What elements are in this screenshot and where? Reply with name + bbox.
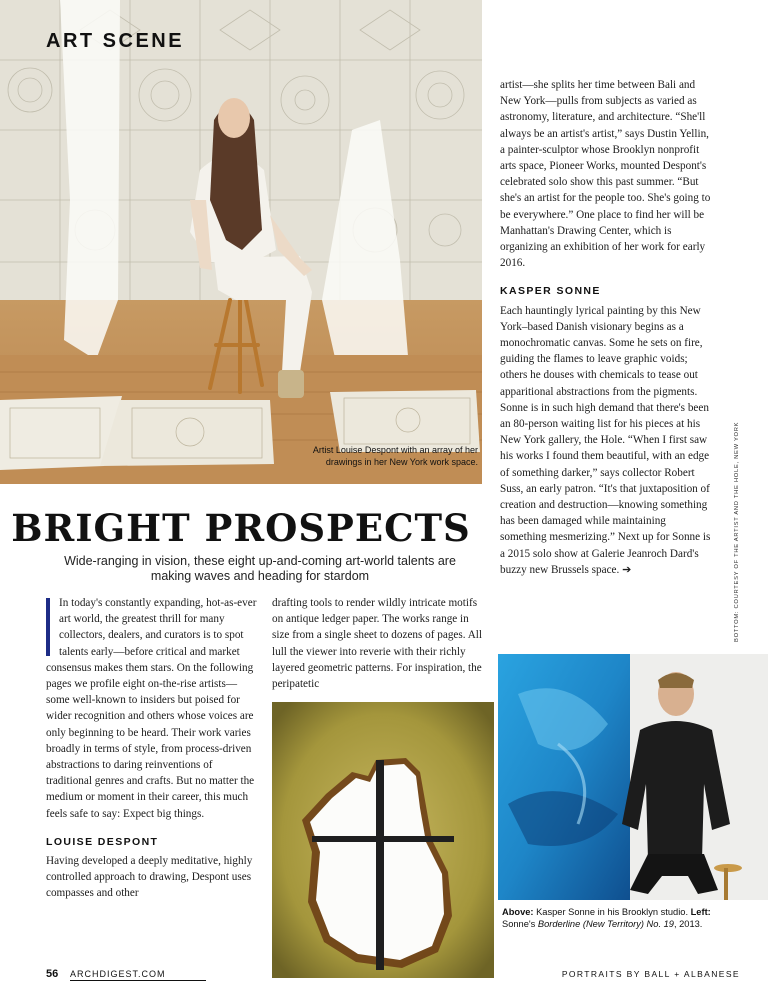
site-link[interactable]: ARCHDIGEST.COM — [70, 969, 206, 981]
subhead-kasper-sonne: KASPER SONNE — [500, 285, 601, 298]
borderline-artwork-image — [272, 702, 494, 978]
hero-photo-caption: Artist Louise Despont with an array of her drawings in her New York work space. — [312, 445, 478, 467]
hero-photo — [0, 0, 482, 484]
section-label: ART SCENE — [46, 30, 185, 52]
body-column-3 — [500, 77, 714, 578]
dek: Wide-ranging in vision, these eight up-and-coming art-world talents are making waves and heading for stardom — [64, 554, 456, 583]
subhead-louise-despont: LOUISE DESPONT — [46, 835, 159, 848]
portrait-credit: PORTRAITS BY BALL + ALBANESE — [561, 969, 740, 979]
despont-paragraph-start: Having developed a deeply meditative, highly controlled approach to drawing, Despont uses compasses and other — [46, 855, 253, 900]
drop-cap-bar — [46, 598, 50, 656]
caption-left-label: Left: — [690, 907, 711, 917]
headline: BRIGHT PROSPECTS — [11, 506, 471, 550]
caption-work-title: Borderline (New Territory) No. 19 — [537, 919, 674, 929]
page-number: 56 — [46, 968, 59, 980]
kasper-studio-illustration — [498, 654, 768, 900]
kasper-caption — [502, 906, 730, 930]
burned-canvas-illustration — [272, 702, 494, 978]
sonne-paragraph: Each hauntingly lyrical painting by this New York–based Danish visionary begins as a monochromatic canvas. Some he sets on fire, guiding the flames to leave graphic voids; others he douses with chemicals to tease out apparitional abstractions from the pigments. Sonne is in such high demand that there's been an 80-person waiting list for his pieces at his New York gallery, the Hole. “When I first saw his works I found them beautiful, with an edge of something darker,” says collector Robert Suss, an early patron. “It's that juxtaposition of creation and destruction—knowing something has been damaged while maintaining something mesmerizing.” Next up for Sonne is a 2015 solo show at Galerie Jeanroch Dard's buzzy new Brussels space. ➔ — [500, 304, 711, 576]
caption-work-year: , 2013. — [673, 919, 703, 929]
kasper-sonne-photo — [498, 654, 768, 900]
despont-paragraph-continued: drafting tools to render wildly intricate motifs on antique ledger paper. The works range in size from a single sheet to dozens of pages. All lull the viewer into reverie with their richly layered geometric patterns. For inspiration, the peripatetic — [272, 597, 483, 691]
body-column-2 — [272, 595, 484, 692]
caption-above-label: Above: — [502, 907, 534, 917]
despont-paragraph-end: artist—she splits her time between Bali and New York—pulls from subjects as varied as astronomy, literature, and architecture. “She'll always be an artist's artist,” says Dustin Yellin, a painter-sculptor whose Brooklyn nonprofit arts space, Pioneer Works, mounted Despont's celebrated solo show this past summer. “But she's an artist for the people too. She's going to be everywhere.” One place to find her will be Manhattan's Drawing Center, which is organizing an exhibition of her work for early 2016. — [500, 79, 711, 270]
page-footer — [46, 968, 740, 984]
despont-studio-illustration — [0, 0, 482, 484]
side-photo-credit: BOTTOM: COURTESY OF THE ARTIST AND THE HOLE, NEW YORK — [734, 421, 740, 642]
body-column-1 — [46, 595, 258, 902]
caption-above-text: Kasper Sonne in his Brooklyn studio. — [533, 907, 691, 917]
intro-paragraph: In today's constantly expanding, hot-as-ever art world, the greatest thrill for many collectors, dealers, and curators is to spot talents early—before critical and market consensus makes them stars. On the following pages we profile eight on-the-rise artists—some well-known to insiders but poised for wider recognition and others whose voices are only beginning to be heard. Their work varies broadly in terms of style, from process-driven abstractions to daring reinventions of traditional genres and crafts. But no matter the medium or moment in their career, this much feels safe to say: Expect big things. — [46, 597, 257, 820]
caption-left-text: Sonne's — [502, 919, 538, 929]
